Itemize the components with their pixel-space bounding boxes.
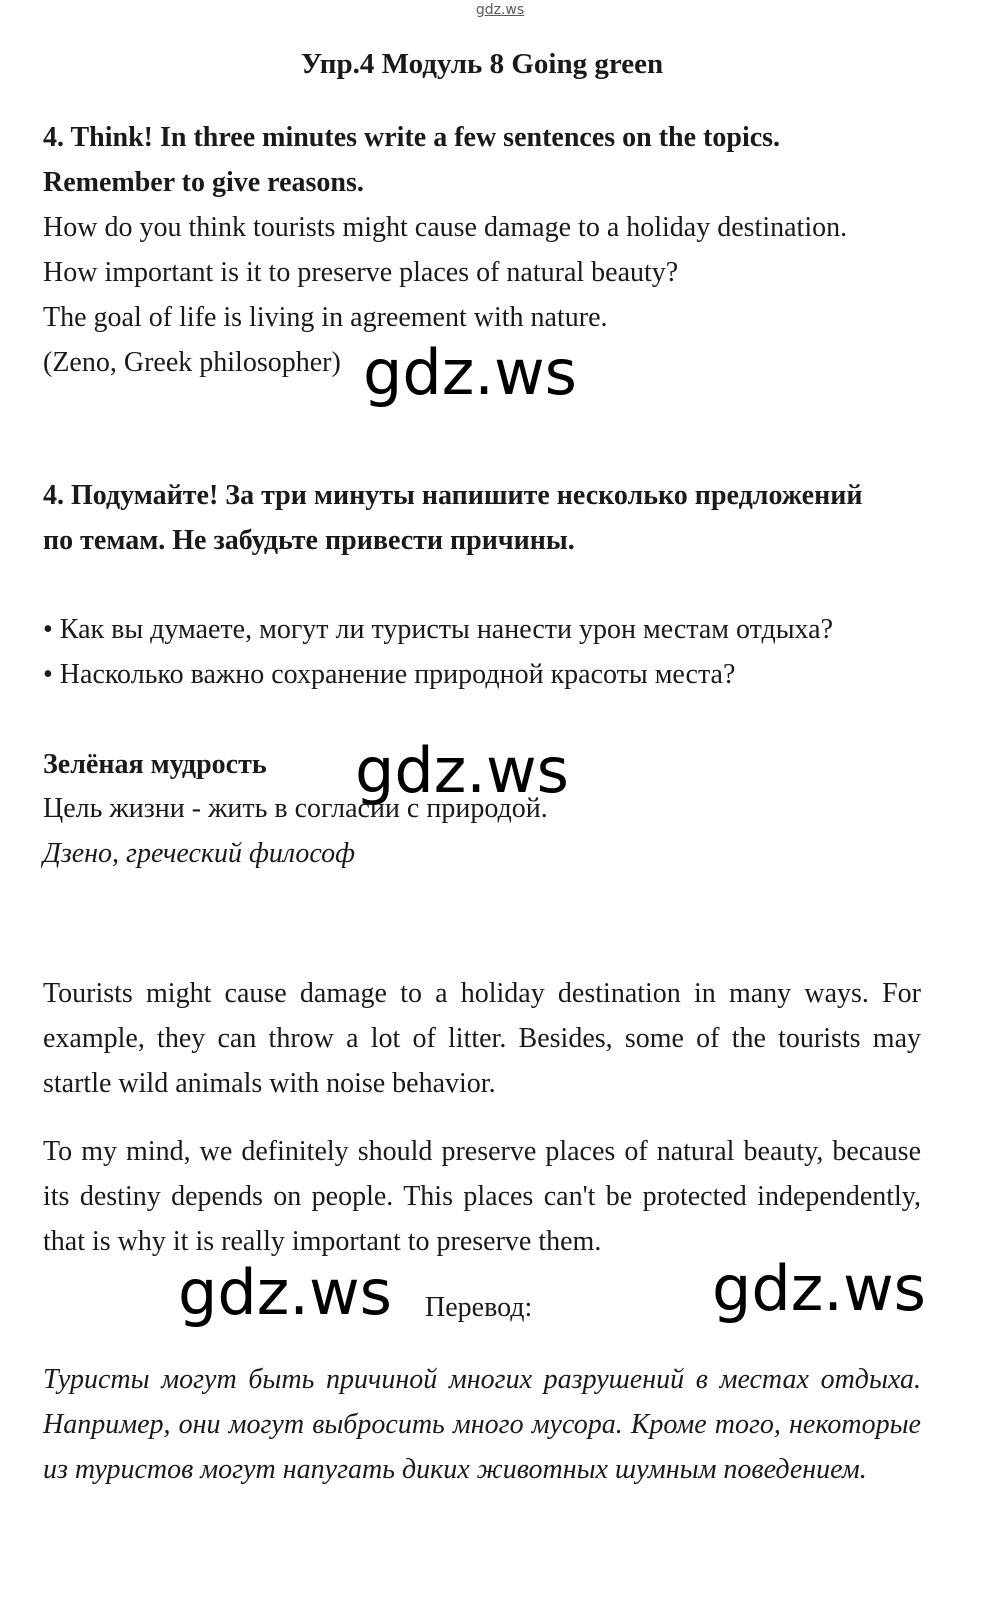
task-heading-ru-line1: 4. Подумайте! За три минуты напишите несколько предложений xyxy=(43,480,863,511)
task-bullet-2: • Насколько важно сохранение природной красоты места? xyxy=(43,659,736,690)
wisdom-quote: Цель жизни - жить в согласии с природой. xyxy=(43,793,548,824)
watermark: gdz.ws xyxy=(355,734,569,807)
task-heading-ru-line2: по темам. Не забудьте привести причины. xyxy=(43,525,575,556)
wisdom-author: Дзено, греческий философ xyxy=(43,838,356,869)
task-question-1: How do you think tourists might cause damage to a holiday destination. xyxy=(43,212,848,243)
answer-paragraph-1: Tourists might cause damage to a holiday destination in many ways. For example, they can throw a lot of litter. Besides, some of the tourists may startle wild animals with noise behavior. xyxy=(43,978,921,1099)
watermark: gdz.ws xyxy=(712,1252,926,1325)
task-heading-en-line2: Remember to give reasons. xyxy=(43,167,364,198)
task-quote-author: (Zeno, Greek philosopher) xyxy=(43,347,341,378)
translation-paragraph-1: Туристы могут быть причиной многих разрушений в местах отдыха. Например, они могут выбросить много мусора. Кроме того, некоторые из туристов могут напугать диких животных шумным поведением. xyxy=(43,1364,921,1485)
task-quote: The goal of life is living in agreement with nature. xyxy=(43,302,608,333)
answer-paragraph-2: To my mind, we definitely should preserve places of natural beauty, because its destiny depends on people. This places can't be protected independently, that is why it is really important to preserve them. xyxy=(43,1136,921,1257)
watermark: gdz.ws xyxy=(363,336,577,409)
wisdom-heading: Зелёная мудрость xyxy=(43,749,267,780)
site-mark: gdz.ws xyxy=(475,2,525,18)
page-title: Упр.4 Модуль 8 Going green xyxy=(300,48,664,80)
watermark: gdz.ws xyxy=(178,1256,392,1329)
task-bullet-1: • Как вы думаете, могут ли туристы нанести урон местам отдыха? xyxy=(43,614,834,645)
translation-label: Перевод: xyxy=(425,1292,533,1323)
task-heading-en-line1: 4. Think! In three minutes write a few sentences on the topics. xyxy=(43,122,781,153)
task-question-2: How important is it to preserve places of natural beauty? xyxy=(43,257,679,288)
